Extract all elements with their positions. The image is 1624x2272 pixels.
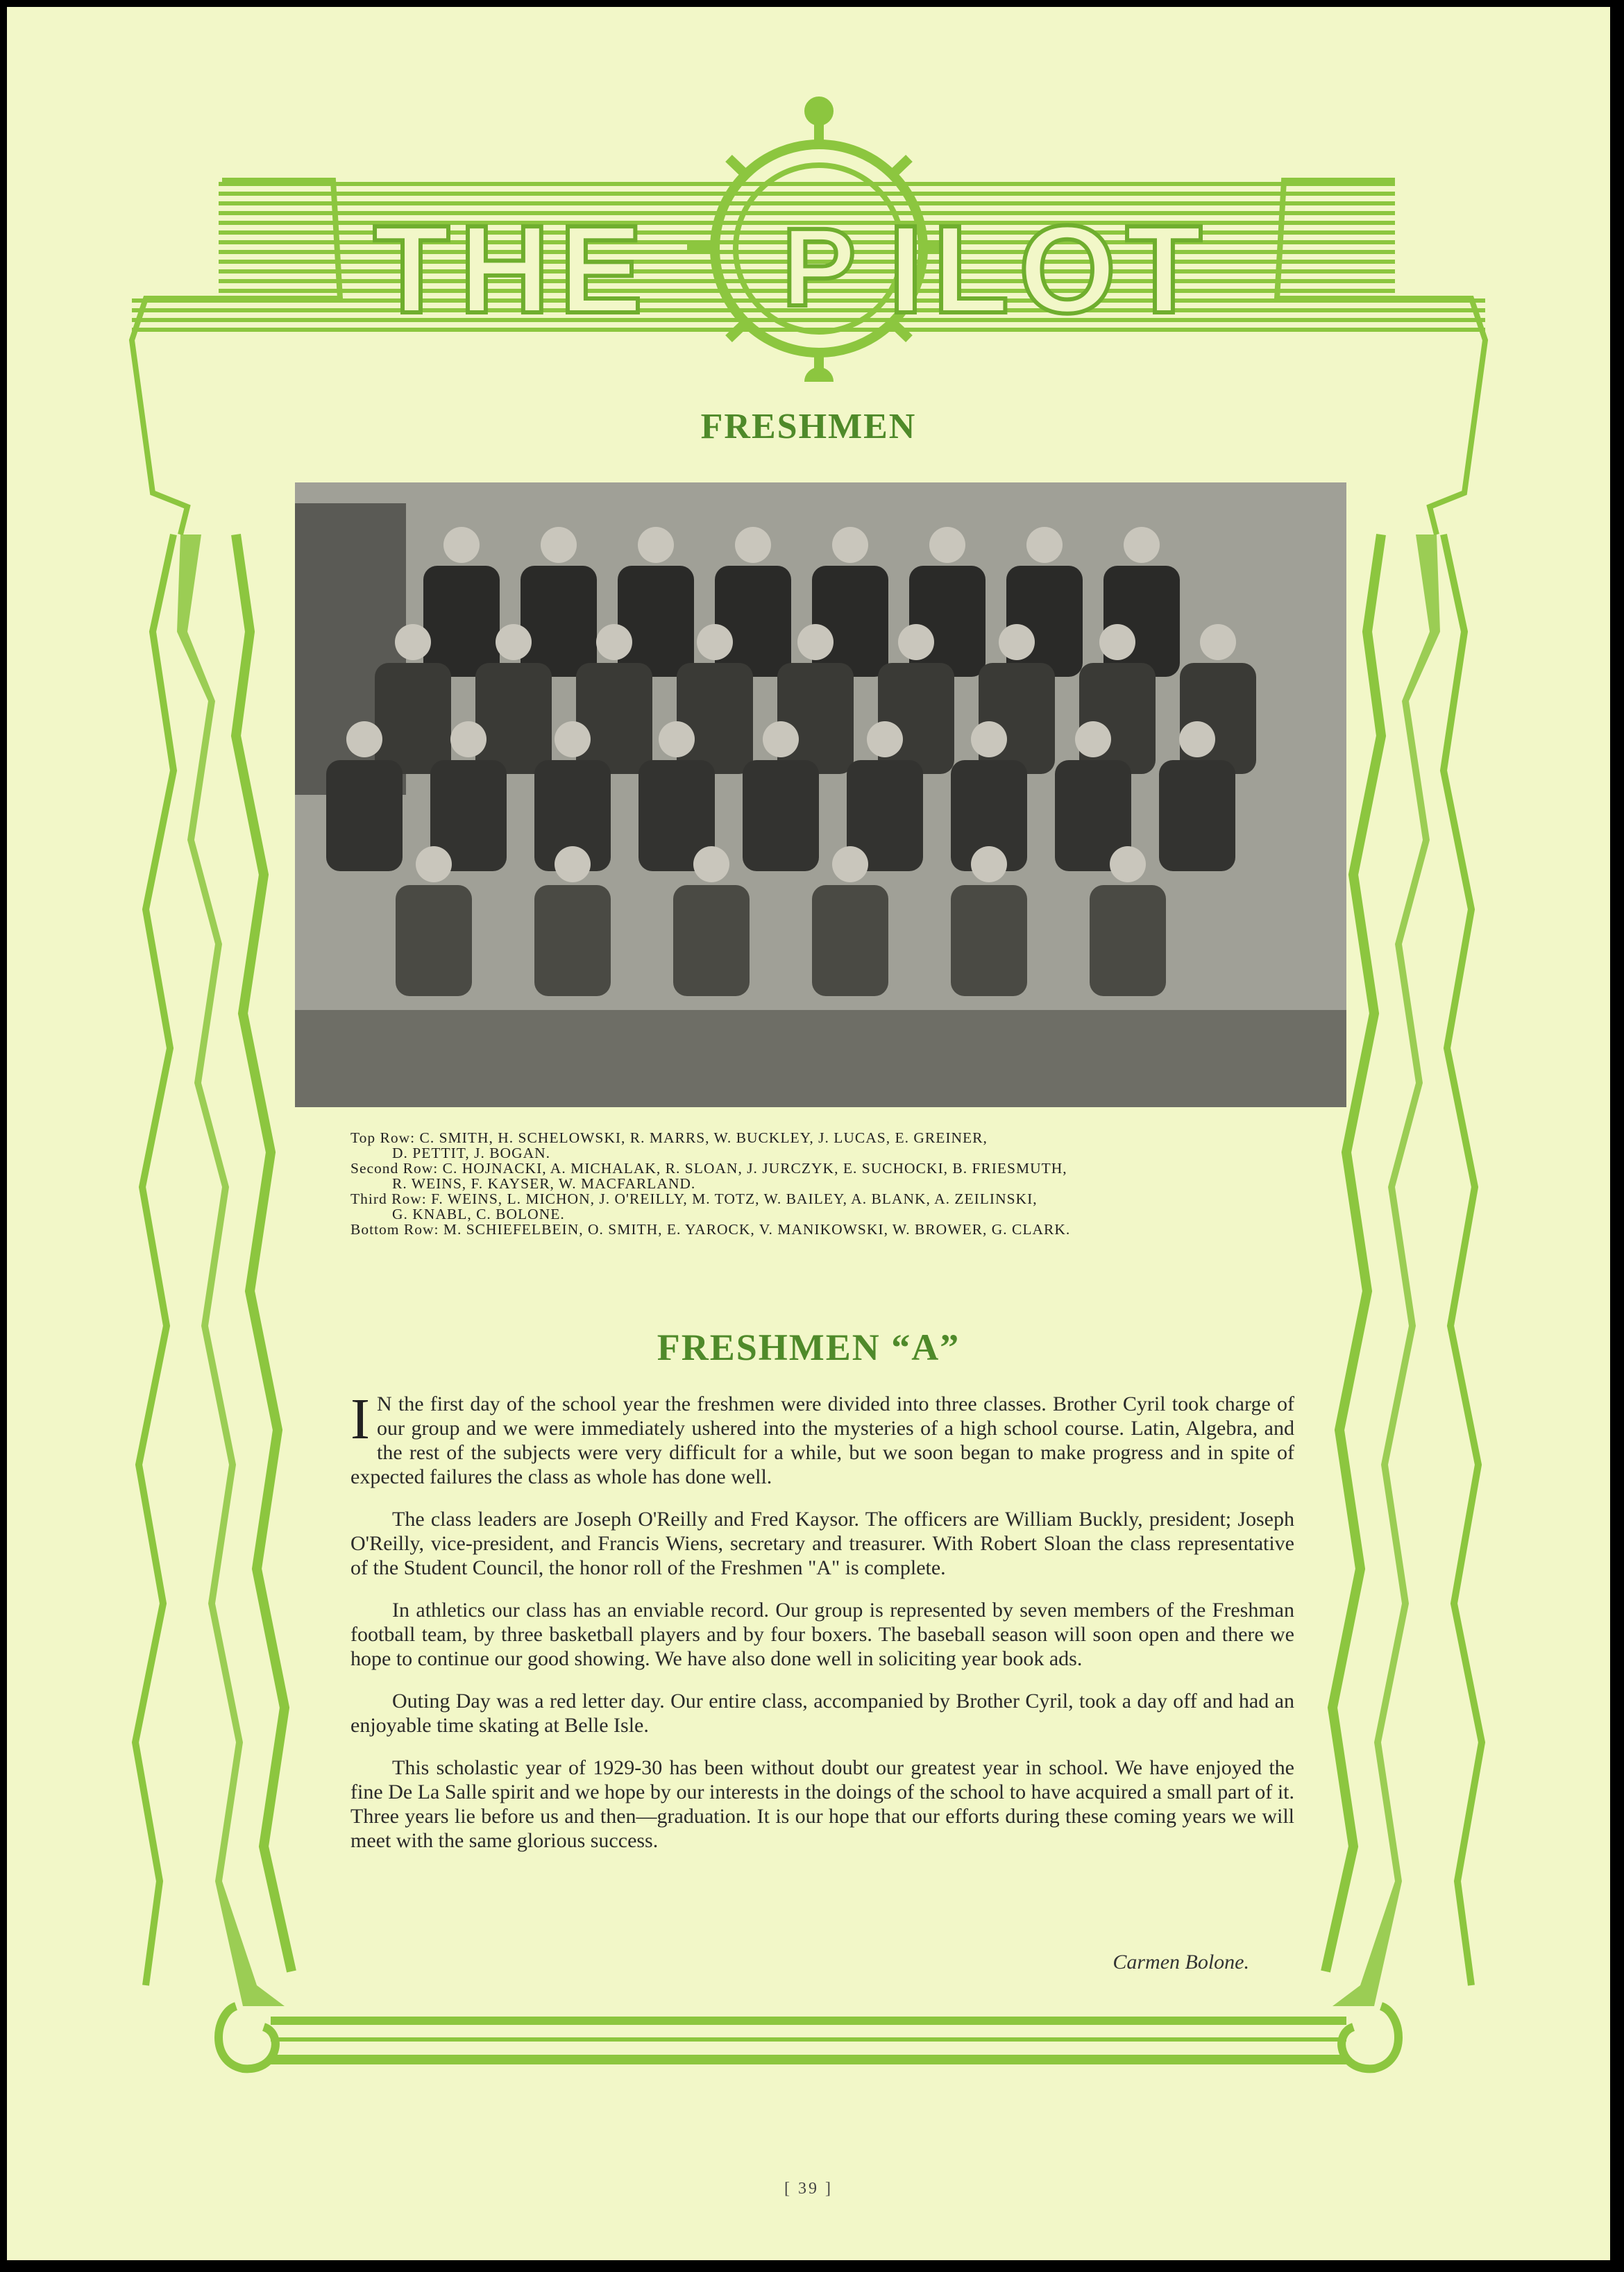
caption-row-label: Second Row: (350, 1160, 439, 1177)
article-paragraph: This scholastic year of 1929-30 has been without doubt our greatest year in school. We have enjoyed the fine De La Salle spirit and we hope by our interests in the doings of the school to have acquired a small part of it. Three years lie before us and then—graduation. It is our hope that our efforts during these coming years we will meet with the same glorious success. (350, 1756, 1294, 1852)
masthead-title-left: THE (373, 200, 652, 339)
article-paragraph (350, 1387, 1294, 1489)
photo-caption (350, 1130, 1308, 1237)
caption-row-second (350, 1161, 1308, 1176)
caption-row-continuation: D. PETTIT, J. BOGAN. (392, 1145, 551, 1161)
caption-row-continuation: R. WEINS, F. KAYSER, W. MACFARLAND. (392, 1175, 696, 1192)
caption-row-bottom (350, 1222, 1308, 1237)
article-paragraph: In athletics our class has an enviable record. Our group is represented by seven members of the Freshman football team, by three basketball players and by four boxers. The baseball season will soon open and there we hope to continue our good showing. We have also done well in soliciting year book ads. (350, 1599, 1294, 1670)
article-paragraph: Outing Day was a red letter day. Our entire class, accompanied by Brother Cyril, took a day off and had an enjoyable time skating at Belle Isle. (350, 1690, 1294, 1737)
drop-cap: I (350, 1387, 370, 1451)
masthead-title-wheel-letter: P (781, 205, 856, 329)
masthead-title-right: ILOT (888, 200, 1212, 339)
caption-row-third (350, 1191, 1308, 1206)
paragraph-text: N the first day of the school year the freshmen were divided into three classes. Brother Cyril took charge of our group and we were immediately ushered into the mysteries of a high school course. Latin, Algebra, and the rest of the subjects were very difficult for a while, but we soon began to make progress and in spite of expected failures the class as whole has done well. (350, 1392, 1294, 1488)
caption-row-names: C. SMITH, H. SCHELOWSKI, R. MARRS, W. BUCKLEY, J. LUCAS, E. GREINER, (419, 1129, 988, 1146)
caption-row-label: Top Row: (350, 1129, 416, 1146)
page-number: [ 39 ] (784, 2180, 833, 2198)
article-heading: FRESHMEN “A” (657, 1327, 961, 1368)
caption-row-names: F. WEINS, L. MICHON, J. O'REILLY, M. TOTZ, W. BAILEY, A. BLANK, A. ZEILINSKI, (431, 1190, 1038, 1207)
yearbook-page (7, 7, 1610, 2260)
masthead (7, 7, 1610, 382)
group-photo (295, 482, 1346, 1107)
caption-row-top (350, 1130, 1308, 1145)
section-heading: FRESHMEN (700, 407, 917, 446)
caption-row-names: C. HOJNACKI, A. MICHALAK, R. SLOAN, J. JURCZYK, E. SUCHOCKI, B. FRIESMUTH, (442, 1160, 1067, 1177)
caption-row-label: Third Row: (350, 1190, 427, 1207)
article-body (350, 1387, 1294, 1871)
caption-row-names: M. SCHIEFELBEIN, O. SMITH, E. YAROCK, V. MANIKOWSKI, W. BROWER, G. CLARK. (443, 1221, 1071, 1238)
caption-row-label: Bottom Row: (350, 1221, 439, 1238)
author-signature: Carmen Bolone. (1113, 1951, 1249, 1974)
caption-row-continuation: G. KNABL, C. BOLONE. (392, 1206, 565, 1222)
article-paragraph: The class leaders are Joseph O'Reilly and Fred Kaysor. The officers are William Buckly, president; Joseph O'Reilly, vice-president, and Francis Wiens, secretary and treasurer. With Robert Sloan the class representative of the Student Council, the honor roll of the Freshmen "A" is complete. (350, 1508, 1294, 1579)
